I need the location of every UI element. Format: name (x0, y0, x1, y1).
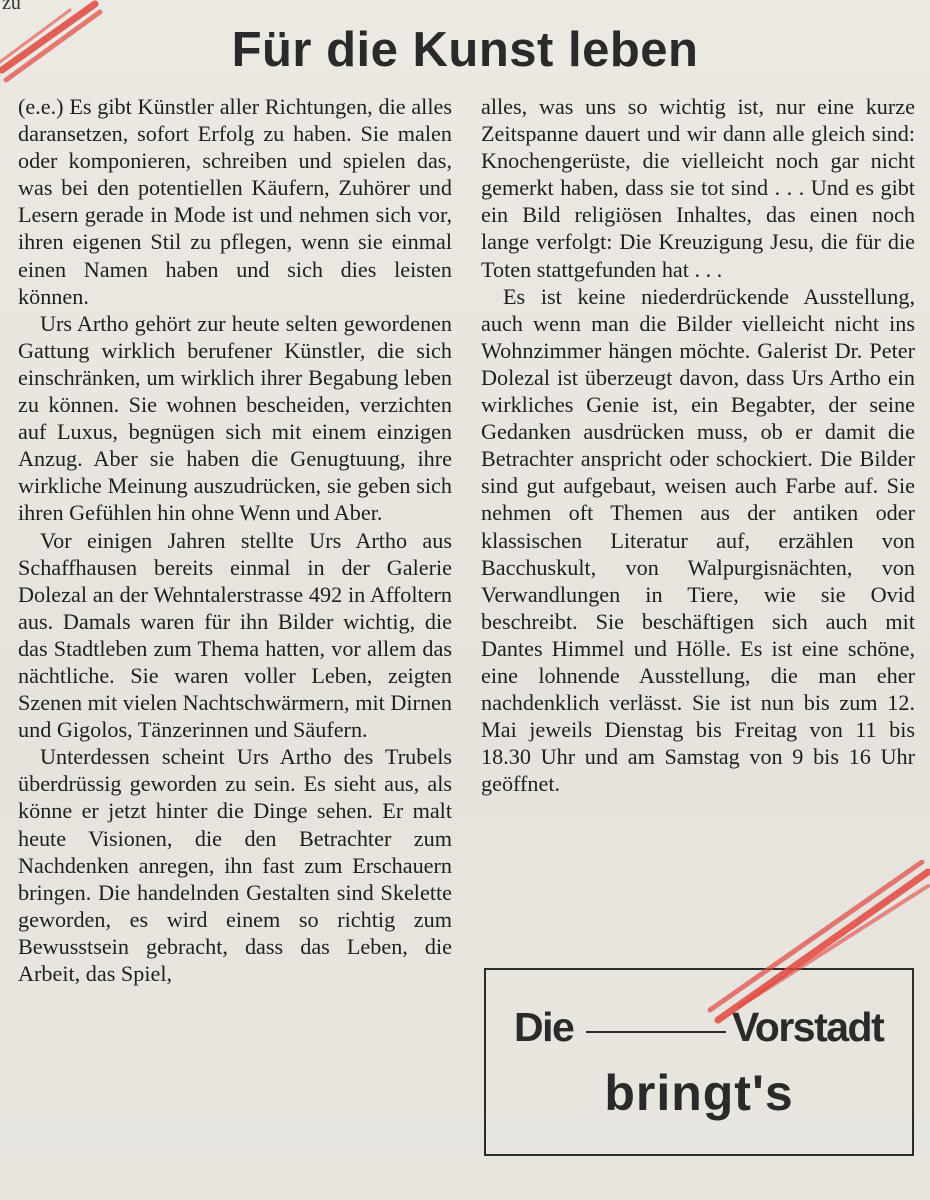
paragraph: Vor einigen Jahren stellte Urs Artho aus Schaffhausen bereits einmal in der Galerie Dolezal an der Wehntalerstrasse 492 in Affoltern aus. Damals waren für ihn Bilder wichtig, die das Stadtleben zum Thema hatten, vor allem das nächtliche. Sie waren voller Leben, zeigten Szenen mit vielen Nachtschwärmern, mit Dirnen und Gigolos, Tänzerinnen und Säufern. (18, 527, 452, 743)
ad-slogan: bringt's (604, 1065, 794, 1121)
advertisement-box (484, 968, 914, 1156)
paragraph: Urs Artho gehört zur heute selten gewordenen Gattung wirklich berufener Künstler, die sich einschränken, um wirklich ihrer Begabung leben zu können. Sie wohnen bescheiden, verzichten auf Luxus, begnügen sich mit einem einzigen Anzug. Aber sie haben die Genugtuung, ihre wirkliche Meinung auszudrücken, sie geben sich ihren Gefühlen hin ohne Wenn und Aber. (18, 310, 452, 526)
paragraph: alles, was uns so wichtig ist, nur eine kurze Zeitspanne dauert und wir dann alle gleich sind: Knochengerüste, die vielleicht noch gar nicht gemerkt haben, dass sie tot sind . . . Und es gibt ein Bild religiösen Inhaltes, das einen noch lange verfolgt: Die Kreuzigung Jesu, die für die Toten stattgefunden hat . . . (481, 94, 915, 282)
cut-off-text-fragment: zu (2, 0, 21, 14)
ad-masthead (514, 1004, 894, 1054)
paragraph: Unterdessen scheint Urs Artho des Trubels überdrüssig geworden zu sein. Es sieht aus, als könne er jetzt hinter die Dinge sehen. Er malt heute Visionen, die den Betrachter zum Nachdenken anregen, ihn fast zum Erschauern bringen. Die handelnden Gestalten sind Skelette geworden, es wird einem so richtig zum Bewusstsein gebracht, dass das Leben, die Arbeit, das Spiel, (18, 744, 452, 986)
ad-word-die: Die (514, 1004, 574, 1050)
ad-word-vorstadt: Vorstadt (732, 1004, 884, 1050)
article-column-right (481, 93, 915, 797)
paragraph: Es ist keine niederdrückende Ausstellung, auch wenn man die Bilder vielleicht nicht ins Wohnzimmer hängen möchte. Galerist Dr. Peter Dolezal ist überzeugt davon, dass Urs Artho ein wirkliches Genie ist, ein Begabter, der seine Gedanken ausdrücken muss, ob er damit die Betrachter anspricht oder schockiert. Die Bilder sind gut aufgebaut, weisen auch Farbe auf. Sie nehmen oft Themen aus der antiken oder klassischen Literatur auf, erzählen von Bacchuskult, von Walpurgisnächten, von Verwandlungen in Tiere, wie sie Ovid beschreibt. Sie beschäftigen sich auch mit Dantes Himmel und Hölle. Es ist eine schöne, eine lohnende Ausstellung, die man eher nachdenklich verlässt. Sie ist nun bis zum 12. Mai jeweils Dienstag bis Freitag von 11 bis 18.30 Uhr und am Samstag von 9 bis 16 Uhr geöffnet. (481, 283, 915, 797)
paragraph: (e.e.) Es gibt Künstler aller Richtungen, die alles daransetzen, sofort Erfolg zu haben. Sie malen oder komponieren, schreiben und spielen das, was bei den potentiellen Käufern, Zuhörer und Lesern gerade in Mode ist und nehmen sich vor, ihren eigenen Stil zu pflegen, wenn sie einmal einen Namen haben und sich dies leisten können. (18, 94, 452, 309)
article-column-left (18, 93, 452, 987)
article-headline: Für die Kunst leben (231, 23, 699, 77)
ad-divider-rule (586, 1031, 726, 1033)
